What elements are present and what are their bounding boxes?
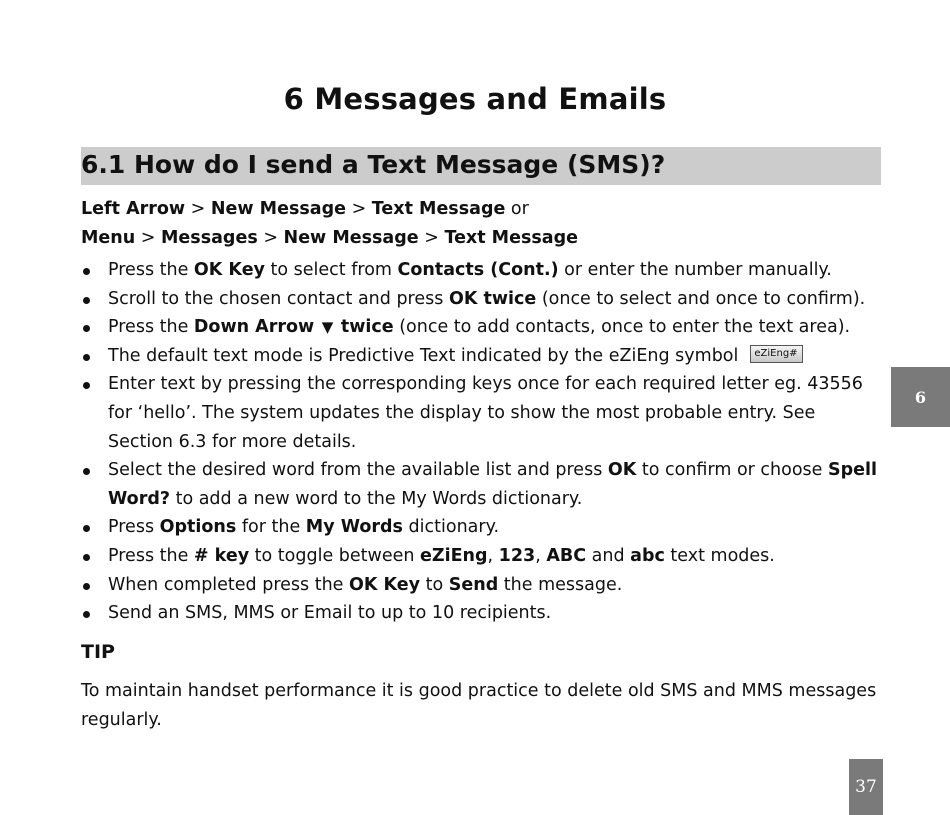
tip-heading: TIP: [81, 641, 115, 663]
nav-step: Menu: [81, 228, 136, 248]
bullet-icon: [83, 583, 90, 590]
emphasis: OK: [607, 460, 637, 481]
list-item: [81, 456, 881, 513]
emphasis: Spell Word?: [108, 460, 877, 509]
list-item: [81, 542, 881, 571]
emphasis: ABC: [546, 545, 587, 566]
bullet-icon: [83, 468, 90, 475]
ezieng-mode-icon: eZiEng#: [750, 345, 802, 363]
list-item: [81, 571, 881, 600]
text: ,: [487, 545, 499, 566]
emphasis: Send: [448, 574, 499, 595]
list-item: [81, 342, 881, 371]
tip-text: To maintain handset performance it is good practice to delete old SMS and MMS messages regularly.: [81, 681, 877, 730]
nav-separator: >: [135, 228, 161, 248]
list-item: [81, 370, 881, 456]
section-heading-bar: [81, 147, 881, 185]
text: to confirm or choose: [636, 460, 828, 481]
emphasis: Options: [159, 517, 237, 538]
nav-separator: >: [346, 199, 372, 219]
bullet-icon: [83, 382, 90, 389]
text: or enter the number manually.: [558, 260, 832, 280]
text: (once to select and once to confirm).: [536, 288, 866, 309]
emphasis: 123: [498, 545, 536, 566]
instruction-list: [81, 256, 881, 628]
emphasis: abc: [630, 545, 665, 566]
text: The default text mode is Predictive Text indicated by the eZiEng symbol: [108, 345, 739, 366]
text: Press: [108, 517, 160, 538]
list-item: [81, 256, 881, 285]
list-item: [81, 599, 881, 628]
bullet-icon: [83, 611, 90, 618]
text: to toggle between: [249, 545, 421, 566]
section-title: 6.1 How do I send a Text Message (SMS)?: [81, 150, 666, 179]
list-item: [81, 513, 881, 542]
nav-path-left-arrow: [81, 199, 529, 219]
nav-step: Messages: [161, 228, 258, 248]
bullet-icon: [83, 354, 90, 361]
text: to: [420, 574, 449, 595]
text: When completed press the: [108, 574, 349, 595]
text: to add a new word to the My Words dictionary.: [170, 488, 583, 509]
chapter-tab: 6: [891, 367, 950, 427]
text: for the: [236, 517, 306, 538]
text: Enter text by pressing the corresponding keys once for each required letter eg. 43556 for ‘hello’. The system updates the display to show the most probable entry. See Section 6.3 for more details.: [108, 374, 863, 452]
emphasis: OK twice: [448, 288, 537, 309]
emphasis: # key: [193, 545, 250, 566]
page-number: 37: [849, 759, 883, 815]
text: Select the desired word from the available list and press: [108, 460, 608, 481]
text: Scroll to the chosen contact and press: [108, 288, 449, 309]
text: (once to add contacts, once to enter the text area).: [393, 317, 851, 338]
nav-step: New Message: [283, 228, 419, 248]
text: ,: [535, 545, 547, 566]
text: the message.: [498, 574, 623, 595]
text: Press the: [108, 260, 194, 280]
emphasis: My Words: [305, 517, 403, 538]
text: to select from: [264, 260, 398, 280]
text: Press the: [108, 545, 194, 566]
text: text modes.: [664, 545, 775, 566]
emphasis: Down Arrow: [193, 317, 315, 338]
nav-separator: >: [257, 228, 284, 248]
text: and: [586, 545, 631, 566]
bullet-icon: [83, 325, 90, 332]
nav-step: Text Message: [371, 199, 506, 219]
nav-step: New Message: [210, 199, 346, 219]
nav-or: or: [505, 199, 529, 219]
down-arrow-icon: ▼: [321, 318, 334, 337]
chapter-title: 6 Messages and Emails: [283, 82, 667, 116]
text: Press the: [108, 317, 194, 338]
bullet-icon: [83, 297, 90, 304]
text: dictionary.: [402, 517, 500, 538]
bullet-icon: [83, 525, 90, 532]
nav-step: Text Message: [444, 228, 579, 248]
text: Send an SMS, MMS or Email to up to 10 recipients.: [108, 603, 552, 624]
nav-separator: >: [418, 228, 445, 248]
nav-separator: >: [185, 199, 211, 219]
list-item: [81, 285, 881, 314]
nav-step: Left Arrow: [81, 199, 186, 219]
emphasis: OK Key: [349, 574, 421, 595]
list-item: [81, 313, 881, 342]
emphasis: Contacts (Cont.): [397, 260, 559, 280]
nav-path-menu: [81, 228, 578, 248]
emphasis: OK Key: [193, 260, 265, 280]
emphasis: twice: [340, 317, 394, 338]
emphasis: eZiEng: [420, 545, 488, 566]
bullet-icon: [83, 554, 90, 561]
bullet-icon: [83, 268, 90, 275]
